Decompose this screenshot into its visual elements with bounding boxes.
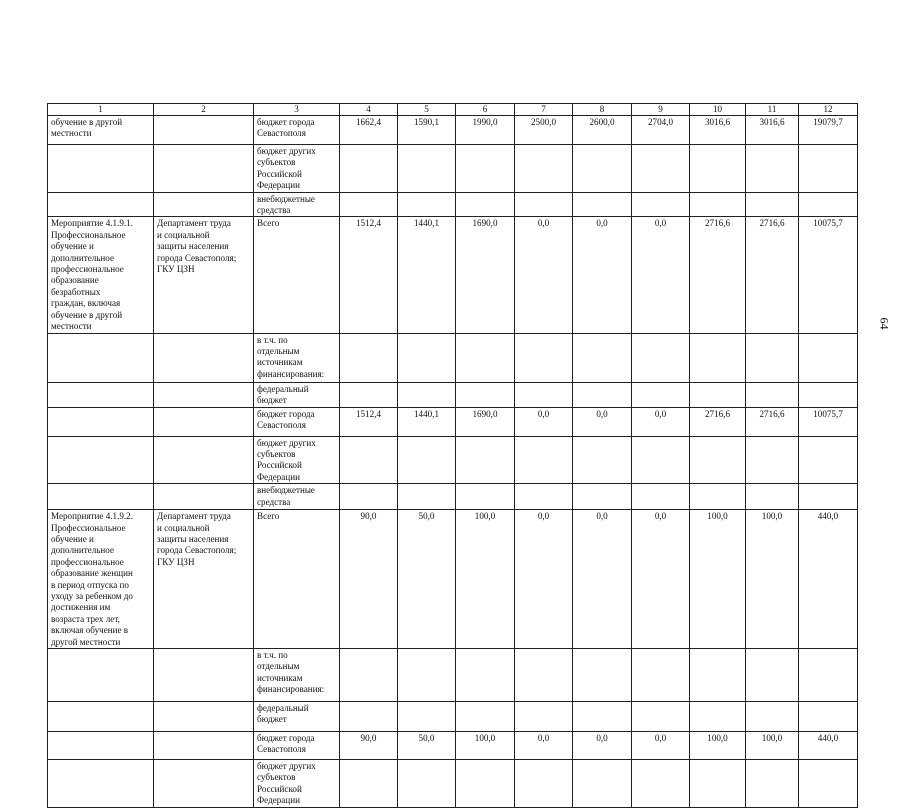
amount-cell bbox=[573, 192, 632, 217]
amount-cell bbox=[456, 333, 515, 382]
amount-cell bbox=[573, 382, 632, 407]
activity-cell bbox=[48, 702, 154, 732]
amount-cell bbox=[573, 436, 632, 484]
amount-cell bbox=[340, 760, 398, 808]
amount-cell bbox=[456, 702, 515, 732]
amount-cell: 0,0 bbox=[573, 732, 632, 760]
executor-cell bbox=[154, 732, 254, 760]
amount-cell: 50,0 bbox=[398, 510, 456, 649]
amount-cell: 1512,4 bbox=[340, 217, 398, 333]
amount-cell bbox=[340, 145, 398, 193]
amount-cell bbox=[690, 484, 746, 510]
funding-source-cell: бюджет других субъектов Российской Федерации bbox=[254, 145, 340, 193]
amount-cell bbox=[340, 702, 398, 732]
amount-cell bbox=[456, 760, 515, 808]
table-row bbox=[48, 732, 858, 760]
amount-cell: 1690,0 bbox=[456, 217, 515, 333]
amount-cell bbox=[340, 484, 398, 510]
amount-cell bbox=[632, 382, 690, 407]
amount-cell: 2600,0 bbox=[573, 116, 632, 145]
amount-cell bbox=[573, 484, 632, 510]
amount-cell bbox=[515, 649, 573, 702]
activity-cell bbox=[48, 484, 154, 510]
executor-cell bbox=[154, 649, 254, 702]
amount-cell: 10075,7 bbox=[799, 217, 858, 333]
amount-cell bbox=[632, 436, 690, 484]
amount-cell bbox=[515, 702, 573, 732]
amount-cell bbox=[690, 382, 746, 407]
amount-cell bbox=[398, 192, 456, 217]
column-header: 7 bbox=[515, 104, 573, 116]
amount-cell bbox=[690, 192, 746, 217]
amount-cell: 1440,1 bbox=[398, 407, 456, 436]
executor-cell bbox=[154, 702, 254, 732]
amount-cell: 50,0 bbox=[398, 732, 456, 760]
amount-cell bbox=[398, 484, 456, 510]
activity-cell bbox=[48, 333, 154, 382]
column-number-row bbox=[48, 104, 858, 116]
amount-cell bbox=[340, 649, 398, 702]
activity-cell bbox=[48, 732, 154, 760]
funding-source-cell: федеральный бюджет bbox=[254, 382, 340, 407]
activity-cell bbox=[48, 145, 154, 193]
amount-cell bbox=[515, 382, 573, 407]
amount-cell bbox=[515, 192, 573, 217]
amount-cell bbox=[456, 192, 515, 217]
executor-cell bbox=[154, 192, 254, 217]
activity-cell: Мероприятие 4.1.9.1. Профессиональное обучение и дополнительное профессиональное образование безработных граждан, включая обучение в другой местности bbox=[48, 217, 154, 333]
table-row bbox=[48, 649, 858, 702]
amount-cell: 90,0 bbox=[340, 732, 398, 760]
amount-cell: 1590,1 bbox=[398, 116, 456, 145]
amount-cell bbox=[340, 382, 398, 407]
amount-cell bbox=[746, 702, 799, 732]
amount-cell: 1690,0 bbox=[456, 407, 515, 436]
amount-cell bbox=[456, 145, 515, 193]
table-row bbox=[48, 192, 858, 217]
column-header: 12 bbox=[799, 104, 858, 116]
funding-source-cell: бюджет других субъектов Российской Федерации bbox=[254, 436, 340, 484]
table-row bbox=[48, 407, 858, 436]
amount-cell: 2716,6 bbox=[690, 407, 746, 436]
amount-cell bbox=[746, 760, 799, 808]
amount-cell bbox=[632, 145, 690, 193]
funding-source-cell: Всего bbox=[254, 217, 340, 333]
activity-cell bbox=[48, 436, 154, 484]
amount-cell bbox=[456, 436, 515, 484]
amount-cell: 10075,7 bbox=[799, 407, 858, 436]
activity-cell bbox=[48, 407, 154, 436]
amount-cell: 0,0 bbox=[632, 407, 690, 436]
executor-cell bbox=[154, 333, 254, 382]
executor-cell: Департамент труда и социальной защиты населения города Севастополя; ГКУ ЦЗН bbox=[154, 217, 254, 333]
table-row bbox=[48, 760, 858, 808]
amount-cell bbox=[398, 333, 456, 382]
amount-cell: 440,0 bbox=[799, 732, 858, 760]
funding-source-cell: в т.ч. по отдельным источникам финансирования: bbox=[254, 333, 340, 382]
activity-cell bbox=[48, 192, 154, 217]
column-header: 2 bbox=[154, 104, 254, 116]
table-body bbox=[48, 104, 858, 808]
amount-cell bbox=[456, 649, 515, 702]
amount-cell: 100,0 bbox=[690, 510, 746, 649]
column-header: 5 bbox=[398, 104, 456, 116]
amount-cell: 1662,4 bbox=[340, 116, 398, 145]
funding-source-cell: внебюджетные средства bbox=[254, 192, 340, 217]
amount-cell: 0,0 bbox=[573, 510, 632, 649]
funding-source-cell: бюджет города Севастополя bbox=[254, 407, 340, 436]
amount-cell bbox=[690, 649, 746, 702]
amount-cell: 1440,1 bbox=[398, 217, 456, 333]
page-number: 64 bbox=[877, 317, 892, 330]
amount-cell: 440,0 bbox=[799, 510, 858, 649]
amount-cell bbox=[799, 382, 858, 407]
amount-cell bbox=[746, 382, 799, 407]
amount-cell: 0,0 bbox=[515, 510, 573, 649]
amount-cell bbox=[573, 649, 632, 702]
amount-cell: 0,0 bbox=[515, 217, 573, 333]
column-header: 6 bbox=[456, 104, 515, 116]
amount-cell bbox=[456, 484, 515, 510]
amount-cell: 2500,0 bbox=[515, 116, 573, 145]
executor-cell bbox=[154, 382, 254, 407]
executor-cell bbox=[154, 436, 254, 484]
amount-cell bbox=[515, 333, 573, 382]
amount-cell bbox=[515, 484, 573, 510]
amount-cell bbox=[398, 760, 456, 808]
amount-cell bbox=[690, 333, 746, 382]
amount-cell: 0,0 bbox=[632, 217, 690, 333]
amount-cell: 1990,0 bbox=[456, 116, 515, 145]
budget-table bbox=[47, 103, 858, 808]
amount-cell bbox=[799, 760, 858, 808]
amount-cell bbox=[398, 702, 456, 732]
amount-cell bbox=[799, 702, 858, 732]
amount-cell bbox=[398, 145, 456, 193]
amount-cell: 100,0 bbox=[746, 732, 799, 760]
table-row bbox=[48, 510, 858, 649]
amount-cell: 0,0 bbox=[515, 732, 573, 760]
activity-cell bbox=[48, 382, 154, 407]
amount-cell bbox=[632, 760, 690, 808]
amount-cell bbox=[746, 484, 799, 510]
amount-cell bbox=[799, 192, 858, 217]
amount-cell bbox=[515, 436, 573, 484]
amount-cell: 0,0 bbox=[632, 732, 690, 760]
amount-cell bbox=[746, 333, 799, 382]
amount-cell bbox=[573, 145, 632, 193]
table-row bbox=[48, 436, 858, 484]
executor-cell: Департамент труда и социальной защиты населения города Севастополя; ГКУ ЦЗН bbox=[154, 510, 254, 649]
amount-cell bbox=[398, 649, 456, 702]
amount-cell: 100,0 bbox=[746, 510, 799, 649]
amount-cell bbox=[799, 436, 858, 484]
amount-cell bbox=[398, 436, 456, 484]
amount-cell bbox=[573, 333, 632, 382]
column-header: 11 bbox=[746, 104, 799, 116]
executor-cell bbox=[154, 145, 254, 193]
activity-cell bbox=[48, 760, 154, 808]
amount-cell bbox=[632, 702, 690, 732]
column-header: 3 bbox=[254, 104, 340, 116]
column-header: 10 bbox=[690, 104, 746, 116]
amount-cell bbox=[799, 484, 858, 510]
amount-cell bbox=[456, 382, 515, 407]
amount-cell bbox=[340, 436, 398, 484]
executor-cell bbox=[154, 407, 254, 436]
amount-cell: 19079,7 bbox=[799, 116, 858, 145]
activity-cell bbox=[48, 649, 154, 702]
table-row bbox=[48, 702, 858, 732]
amount-cell bbox=[515, 760, 573, 808]
amount-cell: 1512,4 bbox=[340, 407, 398, 436]
funding-source-cell: внебюджетные средства bbox=[254, 484, 340, 510]
executor-cell bbox=[154, 484, 254, 510]
amount-cell bbox=[340, 333, 398, 382]
amount-cell: 100,0 bbox=[456, 510, 515, 649]
amount-cell bbox=[746, 192, 799, 217]
amount-cell bbox=[799, 649, 858, 702]
amount-cell: 3016,6 bbox=[746, 116, 799, 145]
table-row bbox=[48, 145, 858, 193]
table-row bbox=[48, 333, 858, 382]
amount-cell bbox=[573, 702, 632, 732]
amount-cell: 0,0 bbox=[573, 407, 632, 436]
funding-source-cell: в т.ч. по отдельным источникам финансирования: bbox=[254, 649, 340, 702]
amount-cell bbox=[746, 436, 799, 484]
amount-cell bbox=[632, 649, 690, 702]
amount-cell: 0,0 bbox=[632, 510, 690, 649]
amount-cell bbox=[799, 333, 858, 382]
amount-cell bbox=[799, 145, 858, 193]
amount-cell bbox=[573, 760, 632, 808]
amount-cell: 2716,6 bbox=[746, 407, 799, 436]
table-row bbox=[48, 484, 858, 510]
funding-source-cell: федеральный бюджет bbox=[254, 702, 340, 732]
amount-cell bbox=[632, 192, 690, 217]
amount-cell: 2704,0 bbox=[632, 116, 690, 145]
amount-cell: 90,0 bbox=[340, 510, 398, 649]
column-header: 1 bbox=[48, 104, 154, 116]
amount-cell bbox=[632, 333, 690, 382]
amount-cell: 100,0 bbox=[456, 732, 515, 760]
funding-source-cell: бюджет других субъектов Российской Федерации bbox=[254, 760, 340, 808]
column-header: 8 bbox=[573, 104, 632, 116]
amount-cell bbox=[746, 145, 799, 193]
executor-cell bbox=[154, 760, 254, 808]
amount-cell bbox=[340, 192, 398, 217]
amount-cell: 0,0 bbox=[573, 217, 632, 333]
column-header: 4 bbox=[340, 104, 398, 116]
amount-cell bbox=[746, 649, 799, 702]
executor-cell bbox=[154, 116, 254, 145]
activity-cell: обучение в другой местности bbox=[48, 116, 154, 145]
table-row bbox=[48, 217, 858, 333]
amount-cell bbox=[690, 145, 746, 193]
funding-source-cell: бюджет города Севастополя bbox=[254, 732, 340, 760]
amount-cell: 100,0 bbox=[690, 732, 746, 760]
amount-cell bbox=[632, 484, 690, 510]
column-header: 9 bbox=[632, 104, 690, 116]
amount-cell bbox=[398, 382, 456, 407]
amount-cell: 0,0 bbox=[515, 407, 573, 436]
amount-cell bbox=[690, 436, 746, 484]
amount-cell bbox=[690, 760, 746, 808]
activity-cell: Мероприятие 4.1.9.2. Профессиональное обучение и дополнительное профессиональное образование женщин в период отпуска по уходу за ребенком до достижения им возраста трех лет, включая обучение в другой местности bbox=[48, 510, 154, 649]
amount-cell bbox=[690, 702, 746, 732]
table-row bbox=[48, 116, 858, 145]
table-row bbox=[48, 382, 858, 407]
funding-source-cell: бюджет города Севастополя bbox=[254, 116, 340, 145]
amount-cell bbox=[515, 145, 573, 193]
amount-cell: 3016,6 bbox=[690, 116, 746, 145]
amount-cell: 2716,6 bbox=[690, 217, 746, 333]
funding-source-cell: Всего bbox=[254, 510, 340, 649]
amount-cell: 2716,6 bbox=[746, 217, 799, 333]
